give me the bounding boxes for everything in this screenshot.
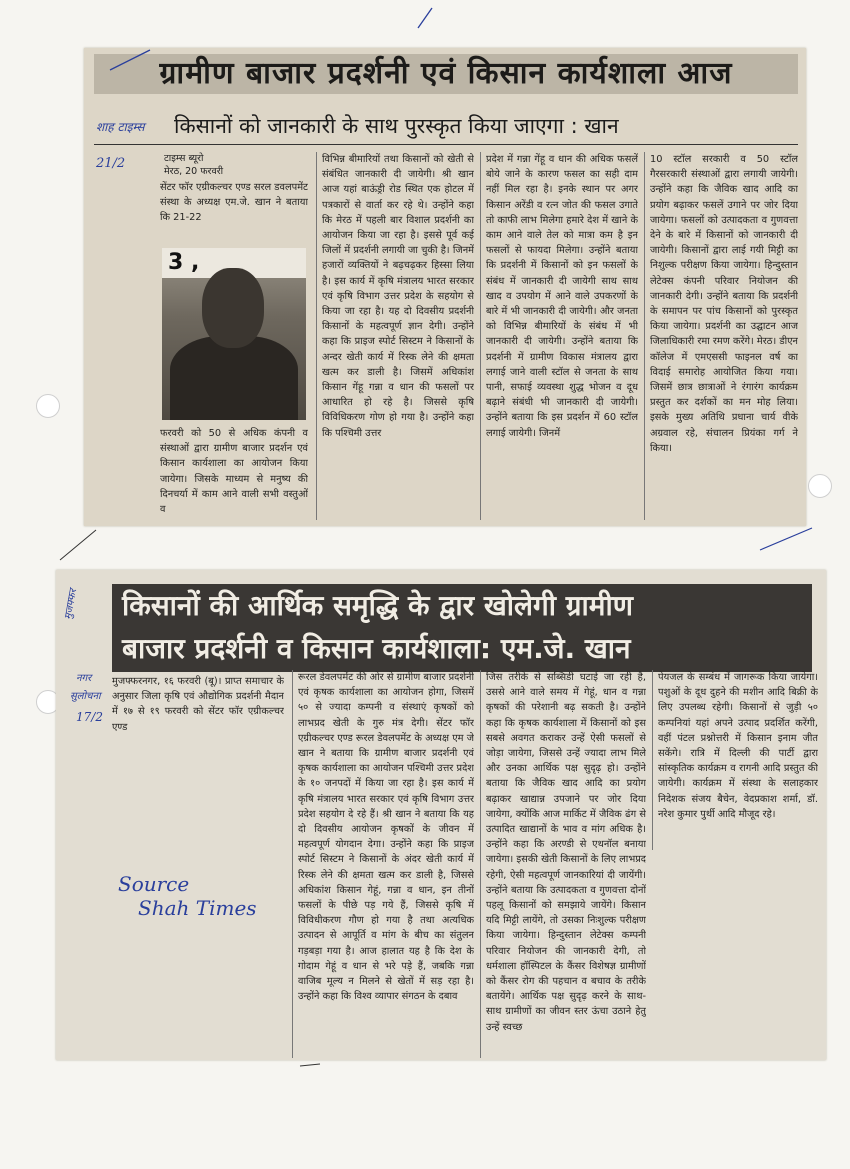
handwritten-note-place-2: नगर (76, 673, 92, 684)
clipping-1-headline: ग्रामीण बाजार प्रदर्शनी एवं किसान कार्यशाला आज (94, 54, 798, 94)
handwritten-note-date-2: 17/2 (76, 710, 103, 724)
photo-banner: 3 , (162, 248, 306, 278)
clipping-1-byline: टाइम्स ब्यूरो मेरठ, 20 फरवरी (164, 153, 224, 177)
clipping-1-column-4: 10 स्टॉल सरकारी व 50 स्टॉल गैरसरकारी संस्थाओं द्वारा लगायी जायेगी। उन्होंने कहा कि जैविक खाद आदि का प्रयोग बढ़ाकर फसलें उगाने पर जोर दिया जायेगा। फसलों को उत्पादकता व गुणवत्ता देने के बारे में किसानों को जानकारी दी जायेगी। किसानों द्वारा लाई गयी मिट्टी का निशुल्क परीक्षण किया जायेगा। हिन्दुस्तान लेटेक्स कंपनी परिवार नियोजन की जानकारी देगी। उन्होंने बताया कि प्रदर्शनी के समापन पर पांच किसानों को पुरस्कृत किया जायेगा। प्रदर्शनी का उद्घाटन आज जिलाधिकारी रमा रमण करेंगे। मेरठ। डीएन कॉलेज में एमएससी फाइनल वर्ष का विदाई समारोह आयोजित किया गया। जिसमें छात्र छात्राओं ने रंगारंग कार्यक्रम प्रस्तुत कर दर्शकों का मन मोह लिया। इसके मुख्य अतिथि प्रधाना चार्य वीके अग्रवाल रहे, संचालन प्रियंका गर्ग ने किया। (650, 154, 798, 454)
handwritten-note-source: शाह टाइम्स (96, 120, 145, 134)
handwritten-note-place: मुजफ्फर (62, 588, 80, 621)
handwritten-note-name: सुलोचना (70, 691, 101, 702)
handwritten-source-label: Source (118, 872, 190, 896)
clipping-1-column-2: विभिन्न बीमारियों तथा किसानों को खेती से संबंधित जानकारी दी जायेगी। श्री खान आज यहां बाऊंड्री रोड स्थित एक होटल में पत्रकारों से वार्ता कर रहे थे। उन्होंने कहा कि मेरठ में पहली बार विशाल प्रदर्शनी का आयोजन किया जा रहा है। इससे पूर्व कई जिलों में प्रदर्शनी लगायी जा चुकी है। जिनमें हजारों व्यक्तियों ने बढ़चढ़कर हिस्सा लिया है। इस कार्य में कृषि मंत्रालय भारत सरकार एवं कृषि विभाग उत्तर प्रदेश के सहयोग से किया जा रहा है। यह दो दिवसीय प्रदर्शनी किसानों के महत्वपूर्ण ज्ञान देगी। उन्होंने कहा कि प्राइज स्पोर्ट सिस्टम ने किसानों के अन्दर खेती कार्य में रिस्क लेने की क्षमता खत्म कर डाली है। जिसमें अधिकांश किसान गेंहू गन्ना व धान की फसलों पर आधारित हो रहे है। जिससे कृषि विविधिकरण गोण हो गया है। उन्होंने कहा कि पश्चिमी उत्तर (322, 154, 474, 439)
clipping-1-subheadline: किसानों को जानकारी के साथ पुरस्कृत किया जाएगा : खान (174, 114, 619, 138)
clipping-2-column-1: मुजफ्फरनगर, १६ फरवरी (बू)। प्राप्त समाचार के अनुसार जिला कृषि एवं औद्योगिक प्रदर्शनी मैदान में १७ से १९ फरवरी को सेंटर फॉर एग्रीकल्चर एण्ड (112, 676, 284, 733)
clipping-1-column-1-bottom: फरवरी को 50 से अधिक कंपनी व संस्थाओं द्वारा ग्रामीण बाजार प्रदर्शन एवं किसान कार्यशाला का आयोजन किया जायेगा। जिसके माध्यम से मनुष्य की दिनचर्या में काम आने वाली सभी वस्तुओं व (160, 428, 308, 516)
clipping-2-headline-line-2: बाजार प्रदर्शनी व किसान कार्यशाला: एम.जे. खान (122, 632, 631, 665)
handwritten-note-date: 21/2 (96, 156, 126, 171)
clipping-2-headline-line-1: किसानों की आर्थिक समृद्धि के द्वार खोलेगी ग्रामीण (122, 589, 634, 622)
clipping-1-column-1-top: सेंटर फॉर एग्रीकल्चर एण्ड सरल डवलपमेंट संस्था के अध्यक्ष एम.जे. खान ने बताया कि 21-22 (160, 182, 308, 224)
handwritten-source-name: Shah Times (138, 896, 257, 920)
clipping-1-column-3: प्रदेश में गन्ना गेंहू व धान की अधिक फसलें बोये जाने के कारण फसल का सही दाम नहीं मिल रहा है। इनके स्थान पर अगर किसान अरेंडी व रत्न जोत की फसल उगाते तो काफी लाभ मिलेगा हमारे देश में खाने के काम आने वाले तेल को मात्रा कम है इन फसलों से फायदा मिलेगा। उन्होंने बताया कि प्रदर्शनी में किसानों को इन फसलों के संबंध में जानकारी दी जायेगी साथ साथ खाद व उपयोग में आने वाले उपकरणों के बारे में भी जानकारी दी जायेगी। और जनता को विभिन्न बीमारियों के संबंध में भी जानकारी दी जायेगी। उन्होंने बताया कि प्रदर्शनी में ग्रामीण विकास मंत्रालय द्वारा लगाई जाने वाली स्टॉल से जनता के साथ पानी, सफाई व्यवस्था शुद्ध भोजन व दूध बढ़ाने संबंधी भी जानकारी दी जायेगी। उन्होंने बताया कि इस प्रदर्शन में 60 स्टॉल लगाई जायेगी। जिनमें (486, 154, 638, 439)
clipping-2-column-3: जिस तरीके से सब्सिडी घटाई जा रही है, उससे आने वाले समय में गेहूं, धान व गन्ना कृषकों की परेशानी बढ़ सकती है। उन्होंने कहा कि कृषक कार्यशाला में किसानों को इस सबसे अवगत कराकर उन्हें ऐसी फसलों से जोड़ा जायेगा, जिससे उन्हें ज्यादा लाभ मिले और उनका आर्थिक पक्ष सुदृढ़ हो। उन्होंने बताया कि जैविक खाद आदि का प्रयोग बढ़ाकर खाद्यान्न उपजाने पर जोर दिया जायेगा, क्योंकि आज मार्किट में जैविक ढंग से उत्पादित खाद्यानों के भाव व मांग अधिक है। उन्होंने कहा कि अरण्डी से एथनॉल बनाया जायेगा। इसकी खेती किसानों के लिए लाभप्रद रहेगी, ऐसी महत्वपूर्ण जानकारियां दी जायेंगी। उन्होंने बताया कि उत्पादकता व गुणवत्ता दोनों पहलू किसानों को समझाये जायेंगे। किसान यदि मिट्टी लायेंगे, तो उसका निःशुल्क परीक्षण किया जायेगा। हिन्दुस्तान लेटेक्स कम्पनी परिवार नियोजन की जानकारी देगी, तो धर्मशाला हॉस्पिटल के कैंसर विशेषज्ञ ग्रामीणों को कैंसर रोग की पहचान व बचाव के तरीके बतायेंगे। आर्थिक पक्ष सुदृढ़ करने के साथ-साथ ग्रामीणों का जीवन स्तर ऊंचा उठाने हेतु उन्हें स्वच्छ (486, 672, 646, 1033)
clipping-2-column-2: रूरल डेवलपमेंट की ओर से ग्रामीण बाजार प्रदर्शनी एवं कृषक कार्यशाला का आयोजन होगा, जिसमें ५० से ज्यादा कम्पनी व संस्थाएं कृषकों को लाभप्रद खेती के गुरु मंत्र देगी। सेंटर फॉर एग्रीकल्चर एण्ड रूरल डेवलपमेंट के अध्यक्ष एम जे खान ने बताया कि ग्रामीण बाजार प्रदर्शनी एवं कृषक कार्यशाला का आयोजन पश्चिमी उत्तर प्रदेश के १० जनपदों में किया जा रहा है। इस कार्य में कृषि मंत्रालय भारत सरकार एवं कृषि विभाग उत्तर प्रदेश सहयोग दे रहे हैं। श्री खान ने बताया कि यह दो दिवसीय आयोजन कृषकों के जीवन में महत्वपूर्ण योगदान देगा। उन्होंने कहा कि प्राइज स्पोर्ट सिस्टम ने किसानों के अंदर खेती कार्य में रिस्क लेने की क्षमता खत्म कर डाली है, जिससे अधिकांश किसान गेहूं, गन्ना व धान, इन तीनों फसलों के पीछे पड़ गये हैं, जिससे कृषि में विविधीकरण गौण हो गया है तथा अत्यधिक उत्पादन से आपूर्ति व मांग के बीच का संतुलन गड़बड़ा गया है। आज हालात यह है कि देश के गोदाम गेहूं व धान से भरे पड़े हैं, जबकि गन्ना वाजिब मूल्य न मिलने से खेतों में सड़ रहा है। उन्होंने कहा कि विश्व व्यापार संगठन के दबाव (298, 672, 474, 1003)
clipping-2-column-4: पेयजल के सम्बंध में जागरूक किया जायेगा। पशुओं के दूध दुहने की मशीन आदि बिक्री के लिए उपलब्ध रहेगी। किसानों से जुड़ी ५० कम्पनियां यहां अपने उत्पाद प्रदर्शित करेंगी, वहीं पंटल प्रश्नोत्तरी में किसान इनाम जीत सकेंगे। रात्रि में दिल्ली की पार्टी द्वारा सांस्कृतिक कार्यक्रम व रागनी आदि प्रस्तुत की जायेगी। कार्यक्रम में संस्था के सलाहकार निदेशक संजय बैचेन, वेदप्रकाश शर्मा, डॉ. नरेश कुमार पुर्थी आदि मौजूद रहे। (658, 672, 818, 820)
